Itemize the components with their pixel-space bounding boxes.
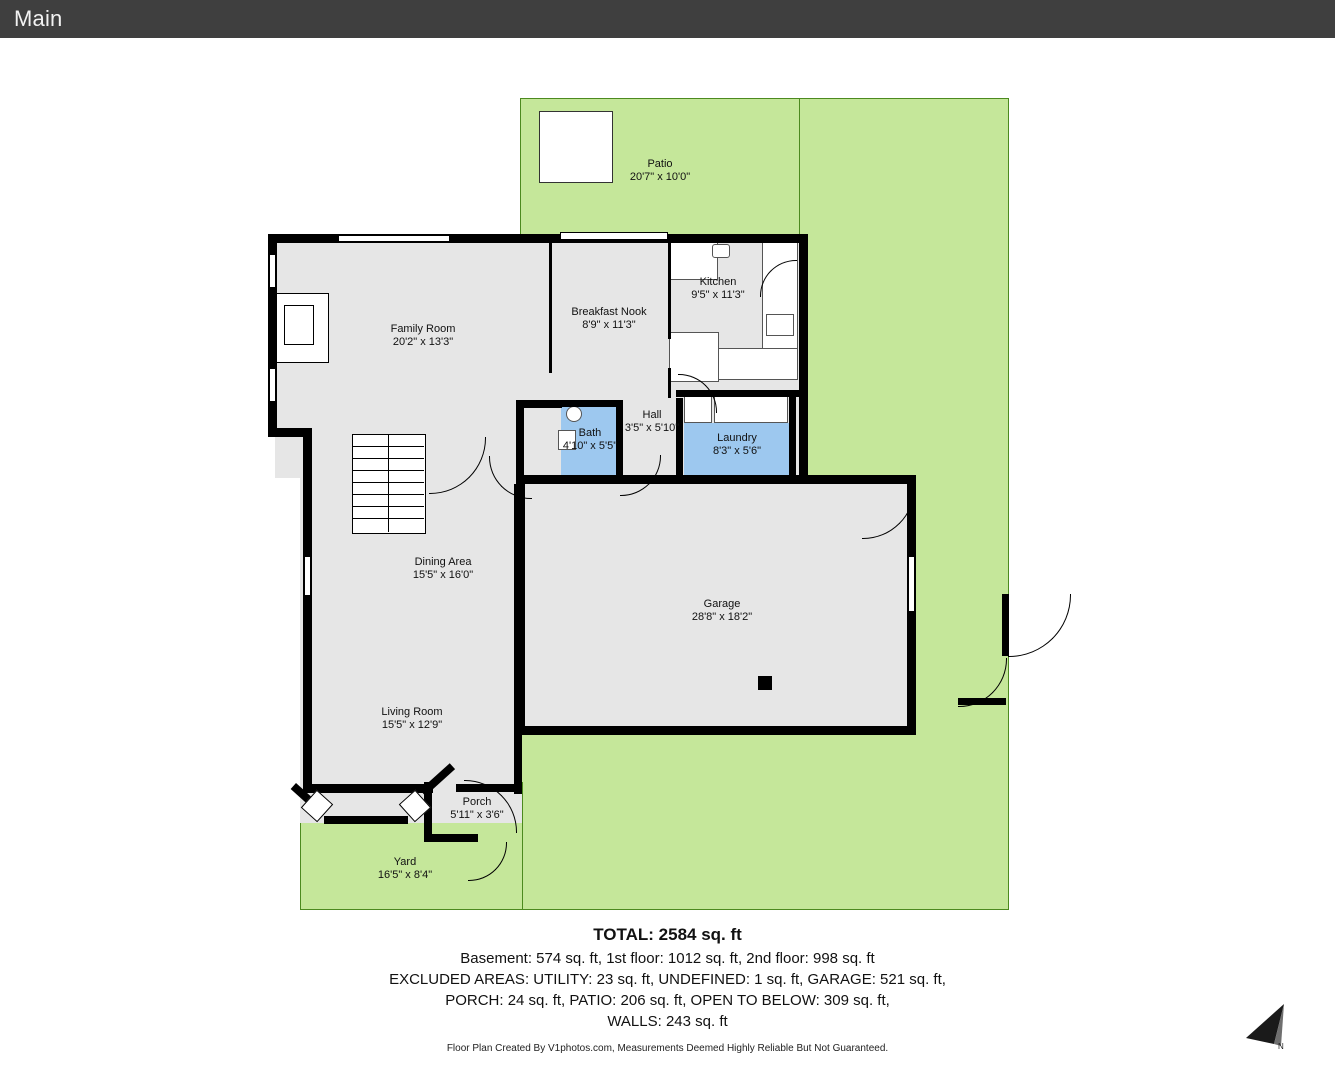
wall-porch-bottom [424,834,478,842]
compass-north-label: N [1278,1042,1284,1051]
wall-bay-bottom [324,816,408,824]
sink-icon [712,244,730,258]
excluded-areas-1: EXCLUDED AREAS: UTILITY: 23 sq. ft, UNDEFINED: 1 sq. ft, GARAGE: 521 sq. ft, [389,971,946,988]
room-label-kitchen: Kitchen 9'5" x 11'3" [691,276,745,301]
floorplan-canvas [0,38,1335,928]
wall-garage-top [516,475,916,484]
door-arc-garage-exterior-right [1008,594,1071,657]
page-title: Main [14,6,63,31]
window-dining-left [304,556,311,596]
credit-text: Floor Plan Created By V1photos.com, Measurements Deemed Highly Reliable But Not Guaranteed. [446,1043,889,1054]
toilet-icon [566,406,582,422]
lawn-outline-bottom [300,909,1009,910]
room-label-laundry: Laundry 8'3" x 5'6" [712,432,762,457]
compass-rose [1240,1000,1300,1060]
area-summary [0,925,1335,1054]
north-arrow-icon [1240,1000,1300,1060]
kitchen-counter-top [668,238,718,280]
window-titlebar [0,0,1335,38]
door-slab-garage-bottom [958,698,1006,705]
room-label-family-room: Family Room 20'2" x 13'3" [390,323,456,348]
wall-kitchen-divider-b [668,368,671,398]
wall-bath-top [556,400,616,407]
fireplace-firebox [284,305,314,345]
garage-center-post [758,676,772,690]
room-label-patio: Patio 20'7" x 10'0" [629,158,691,183]
room-label-yard: Yard 16'5" x 8'4" [377,856,433,881]
room-label-living-room: Living Room 15'5" x 12'9" [381,706,443,731]
window-left-1 [269,254,276,288]
walls-area: WALLS: 243 sq. ft [607,1013,728,1030]
window-garage-right [908,556,915,612]
lawn-outline-top [520,98,1009,99]
patio-divider [799,98,800,238]
wall-garage-bottom [516,726,916,735]
laundry-counter [714,393,788,423]
room-label-dining-area: Dining Area 15'5" x 16'0" [412,556,474,581]
floor-breakdown: Basement: 574 sq. ft, 1st floor: 1012 sq. ft, 2nd floor: 998 sq. ft [460,950,875,967]
door-slab-garage-right [1002,594,1009,656]
room-label-hall: Hall 3'5" x 5'10" [624,409,680,434]
room-label-garage: Garage 28'8" x 18'2" [691,598,753,623]
excluded-areas-2: PORCH: 24 sq. ft, PATIO: 206 sq. ft, OPEN TO BELOW: 309 sq. ft, [445,992,890,1009]
room-label-breakfast-nook: Breakfast Nook 8'9" x 11'3" [571,306,647,331]
stair-rail [388,434,389,532]
total-area: TOTAL: 2584 sq. ft [593,925,742,944]
window-top-1 [338,235,450,242]
room-label-bath: Bath 4'10" x 5'5" [562,427,618,452]
window-top-2 [560,232,668,240]
breakfast-nook-table [669,332,719,382]
wall-right-upper [799,234,808,482]
patio-outline-left [520,98,521,238]
staircase [352,434,426,534]
room-label-porch: Porch 5'11" x 3'6" [450,796,504,821]
window-left-2 [269,368,276,402]
stove-burners-icon [766,314,794,336]
lawn-outline-right [1008,98,1009,910]
wall-dining-right [514,484,522,794]
